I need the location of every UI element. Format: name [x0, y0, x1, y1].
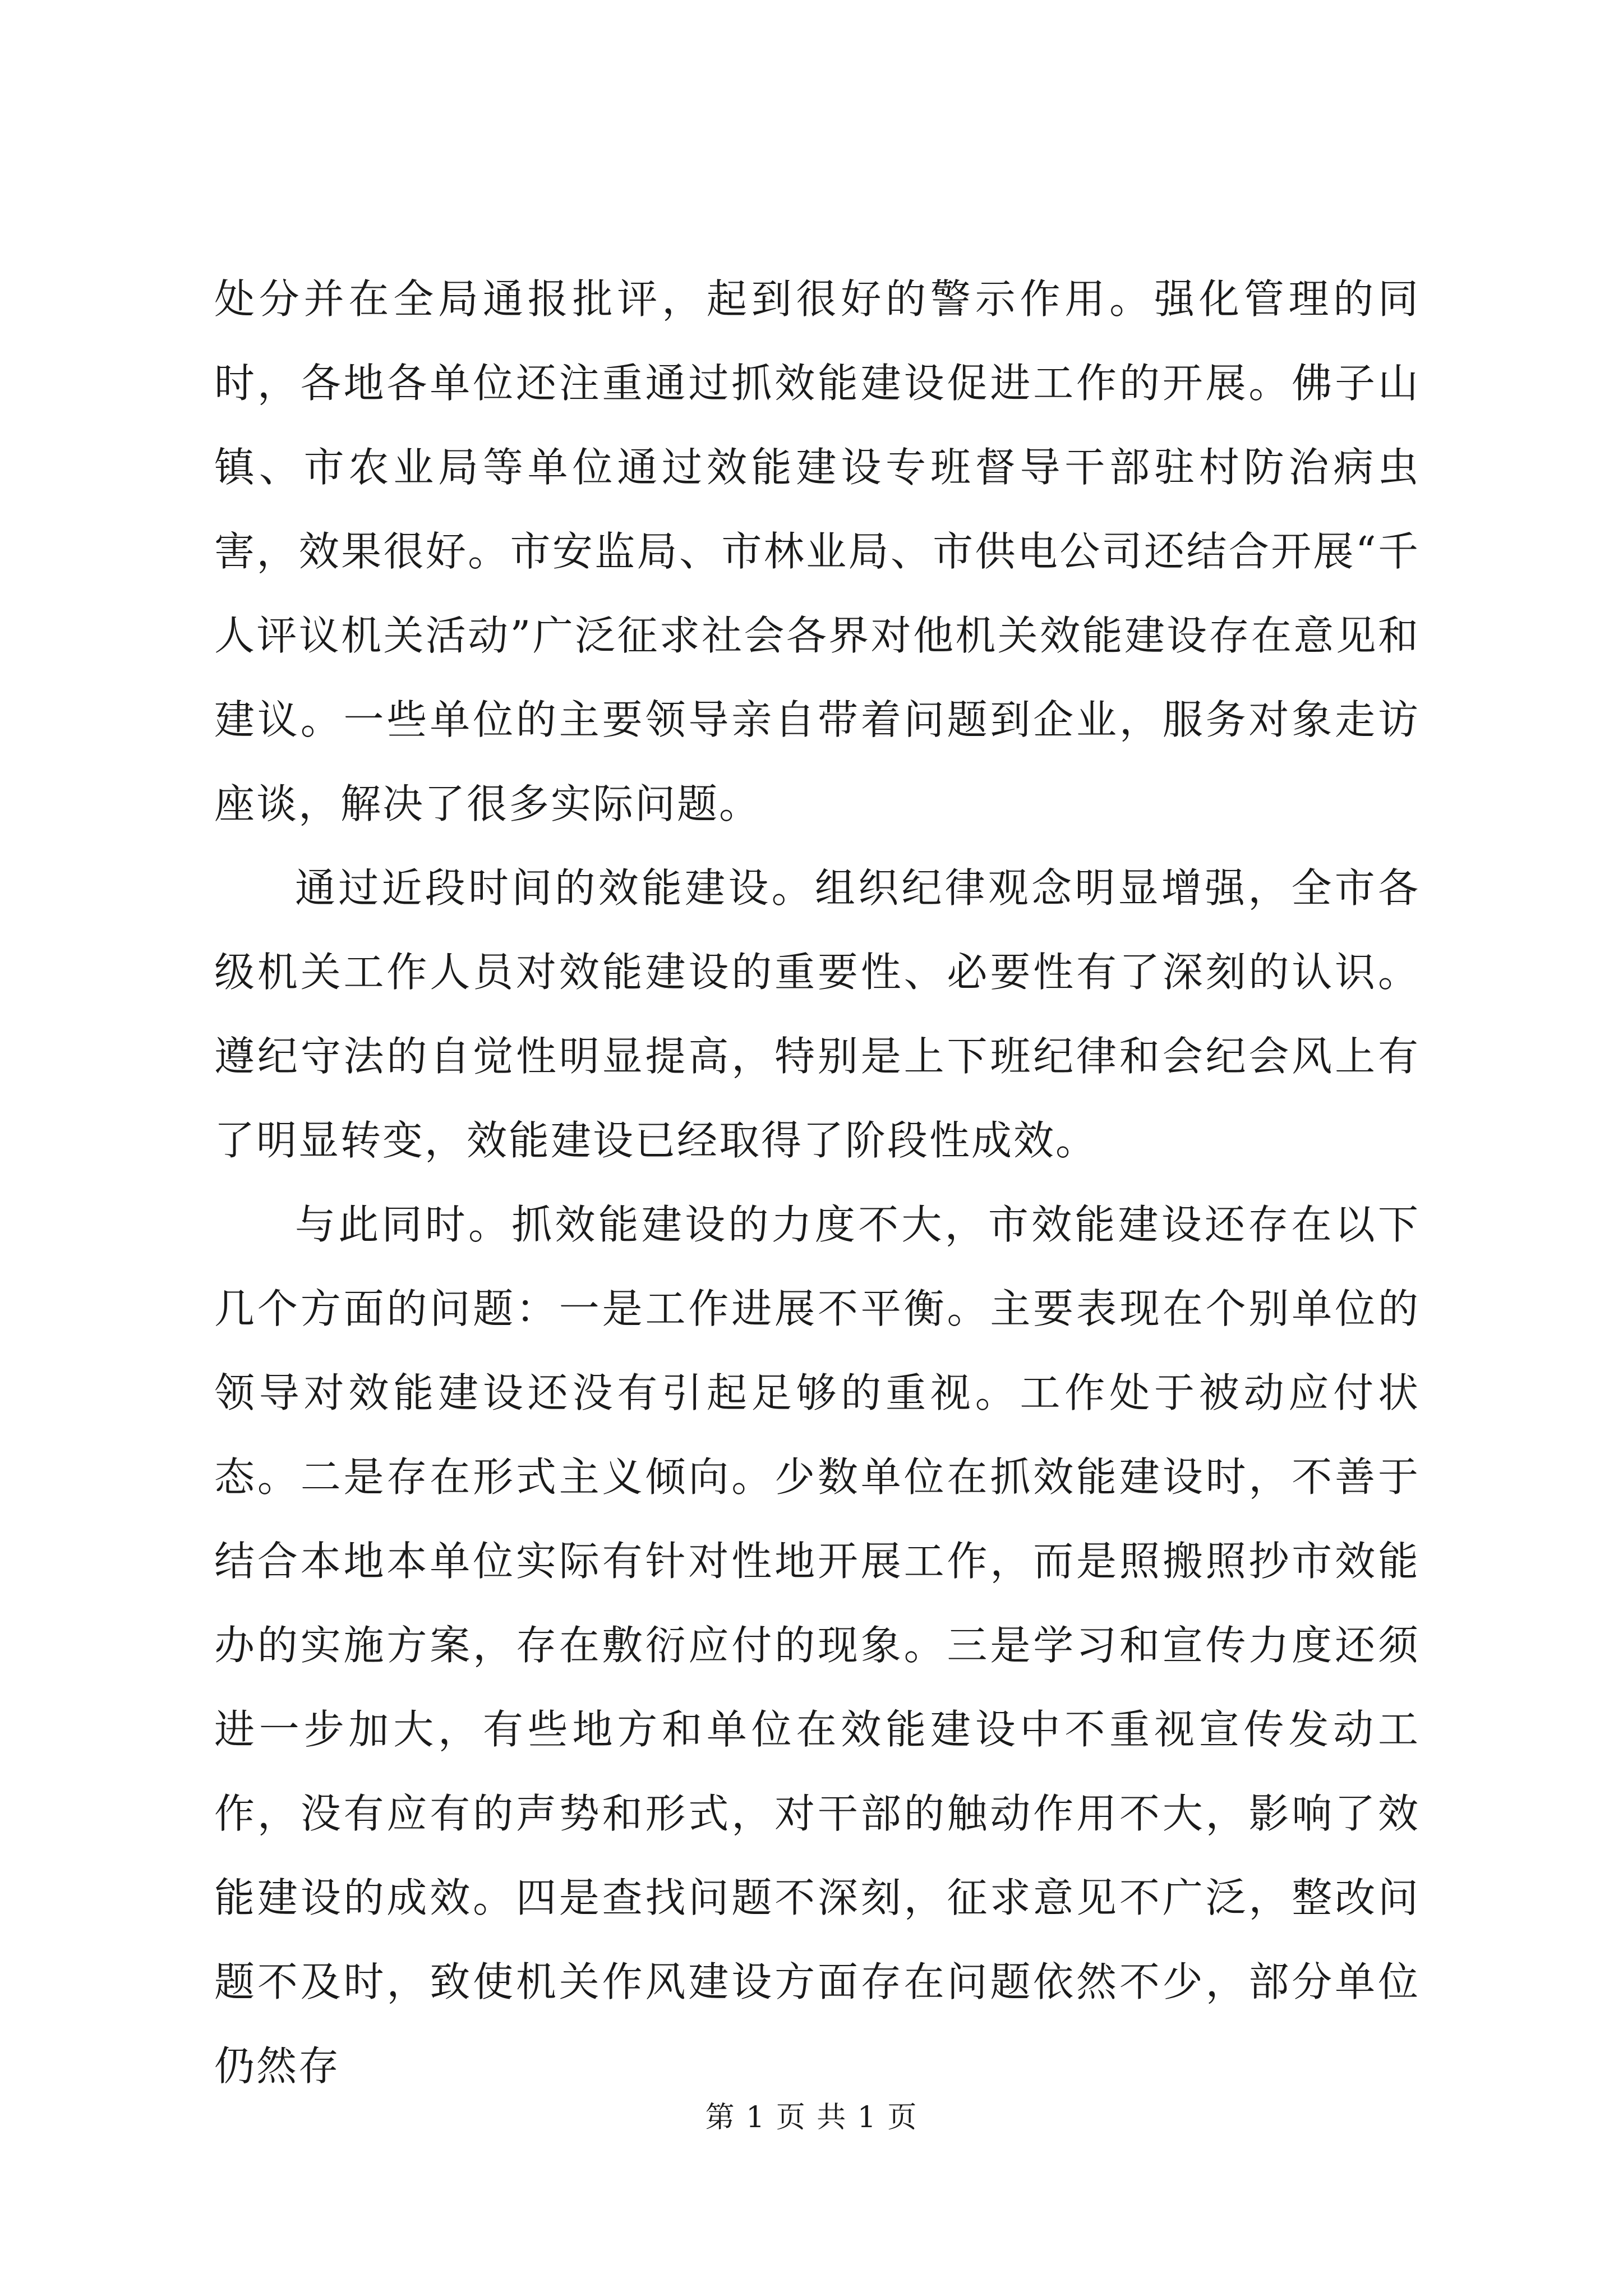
paragraph-2: 通过近段时间的效能建设。组织纪律观念明显增强，全市各级机关工作人员对效能建设的重要性、必要性有了深刻的认识。遵纪守法的自觉性明显提高，特别是上下班纪律和会纪会风上有了明显转变，效能建设已经取得了阶段性成效。 [214, 864, 1420, 1164]
page-number-label: 第 1 页 共 1 页 [705, 2101, 918, 2134]
document-body [214, 257, 1420, 2108]
paragraph-3: 与此同时。抓效能建设的力度不大，市效能建设还存在以下几个方面的问题：一是工作进展不平衡。主要表现在个别单位的领导对效能建设还没有引起足够的重视。工作处于被动应付状态。二是存在形式主义倾向。少数单位在抓效能建设时，不善于结合本地本单位实际有针对性地开展工作，而是照搬照抄市效能办的实施方案，存在敷衍应付的现象。三是学习和宣传力度还须进一步加大，有些地方和单位在效能建设中不重视宣传发动工作，没有应有的声势和形式，对干部的触动作用不大，影响了效能建设的成效。四是查找问题不深刻，征求意见不广泛，整改问题不及时，致使机关作风建设方面存在问题依然不少，部分单位仍然存 [214, 1201, 1420, 2090]
paragraph-1: 处分并在全局通报批评，起到很好的警示作用。强化管理的同时，各地各单位还注重通过抓效能建设促进工作的开展。佛子山镇、市农业局等单位通过效能建设专班督导干部驻村防治病虫害，效果很好。市安监局、市林业局、市供电公司还结合开展“千人评议机关活动”广泛征求社会各界对他机关效能建设存在意见和建议。一些单位的主要领导亲自带着问题到企业，服务对象走访座谈，解决了很多实际问题。 [214, 275, 1420, 827]
page-footer [0, 2098, 1623, 2137]
